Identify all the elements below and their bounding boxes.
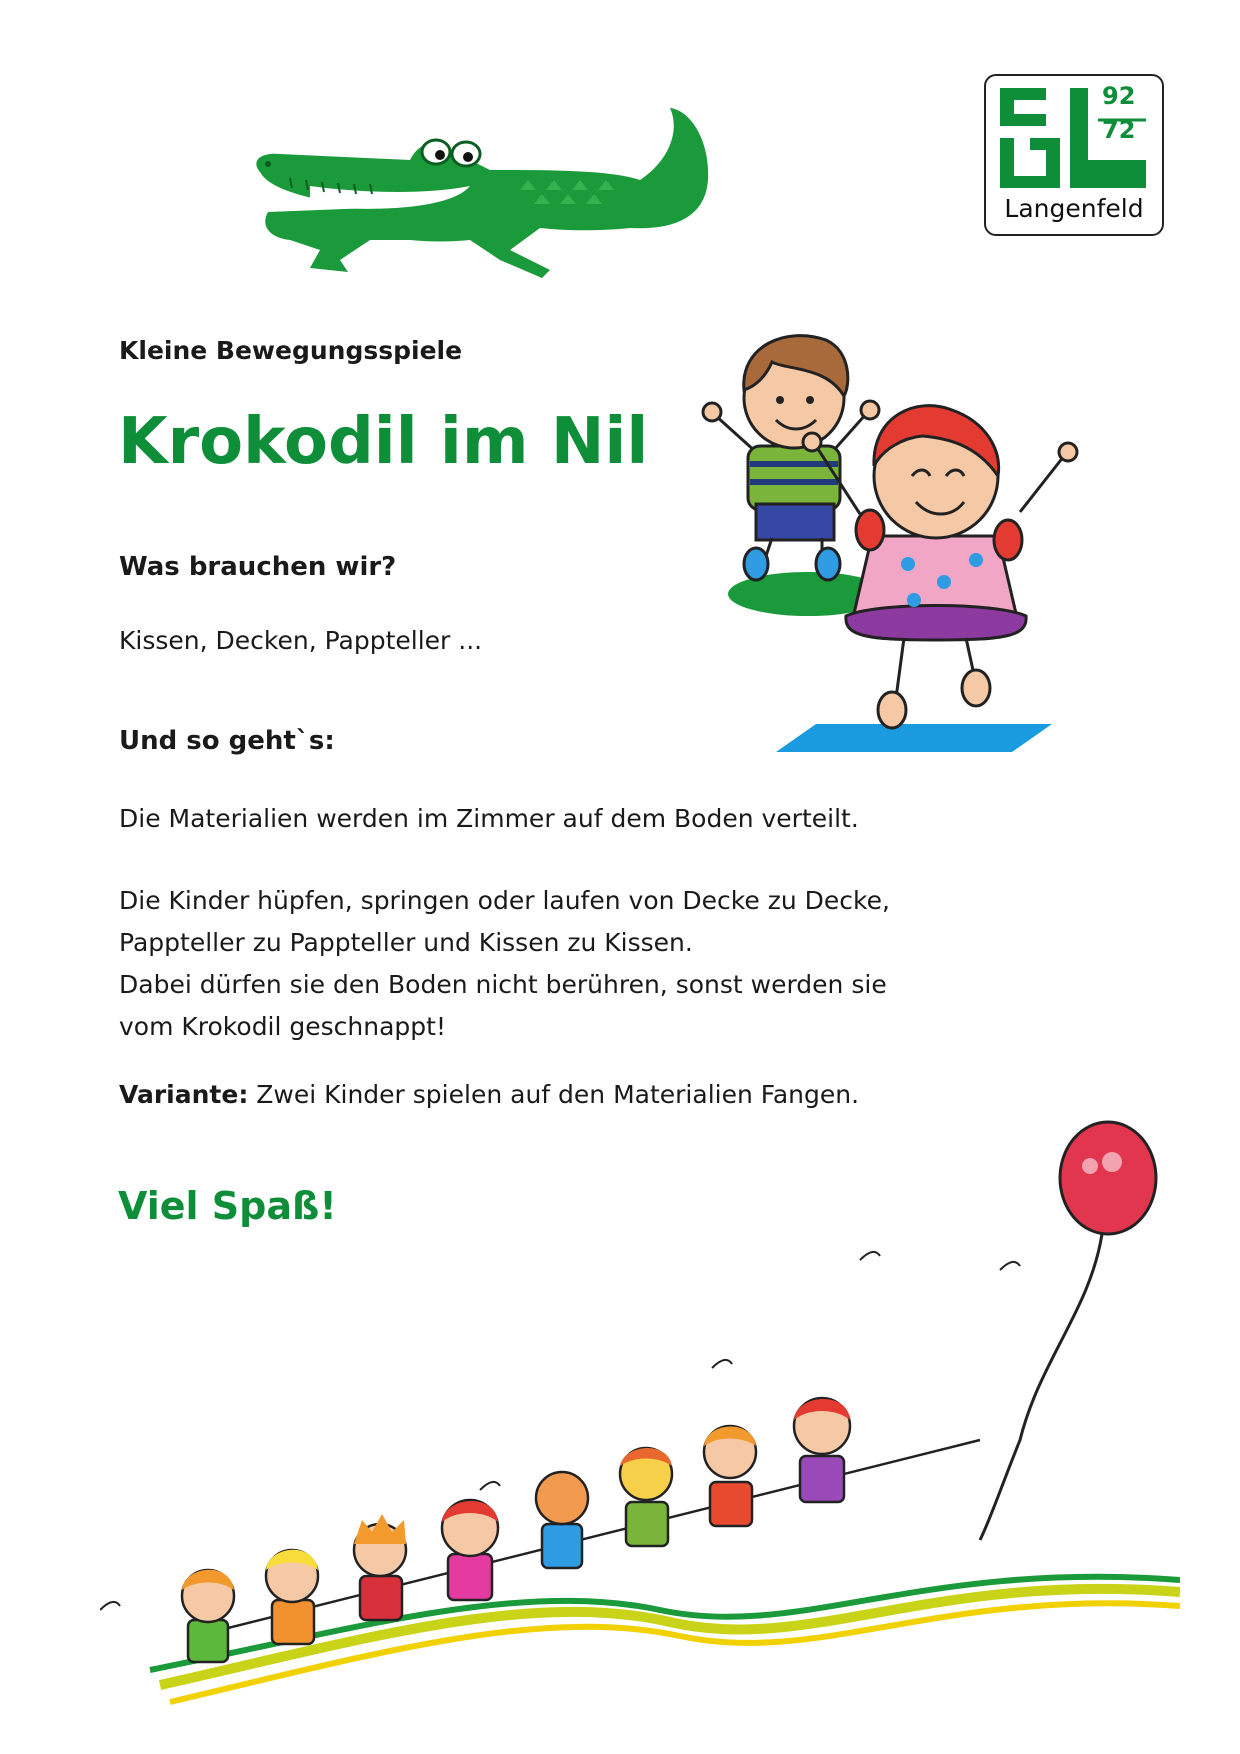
section-heading-need: Was brauchen wir? xyxy=(119,552,397,582)
logo-number-bottom: 72 xyxy=(1102,116,1136,144)
variant-text: Zwei Kinder spielen auf den Materialien Fangen. xyxy=(248,1080,860,1109)
crocodile-illustration xyxy=(250,100,760,290)
kicker-text: Kleine Bewegungsspiele xyxy=(119,336,463,365)
club-logo xyxy=(984,74,1164,236)
section-text-need: Kissen, Decken, Pappteller ... xyxy=(119,626,483,655)
variant-label: Variante: xyxy=(119,1080,249,1109)
kids-chain-illustration xyxy=(100,1110,1180,1730)
logo-number-top: 92 xyxy=(1102,82,1136,110)
section-heading-how: Und so geht`s: xyxy=(119,726,335,756)
section-paragraph-2-line-3: Dabei dürfen sie den Boden nicht berühren, sonst werden sie xyxy=(119,970,887,999)
jumping-kids-illustration xyxy=(676,326,1120,770)
section-paragraph-2-line-1: Die Kinder hüpfen, springen oder laufen von Decke zu Decke, xyxy=(119,886,890,915)
page-title: Krokodil im Nil xyxy=(118,405,649,479)
section-paragraph-1: Die Materialien werden im Zimmer auf dem Boden verteilt. xyxy=(119,804,859,833)
closing-text: Viel Spaß! xyxy=(118,1184,337,1228)
logo-name: Langenfeld xyxy=(1004,194,1144,223)
section-paragraph-2-line-4: vom Krokodil geschnappt! xyxy=(119,1012,446,1041)
section-paragraph-2-line-2: Pappteller zu Pappteller und Kissen zu Kissen. xyxy=(119,928,693,957)
